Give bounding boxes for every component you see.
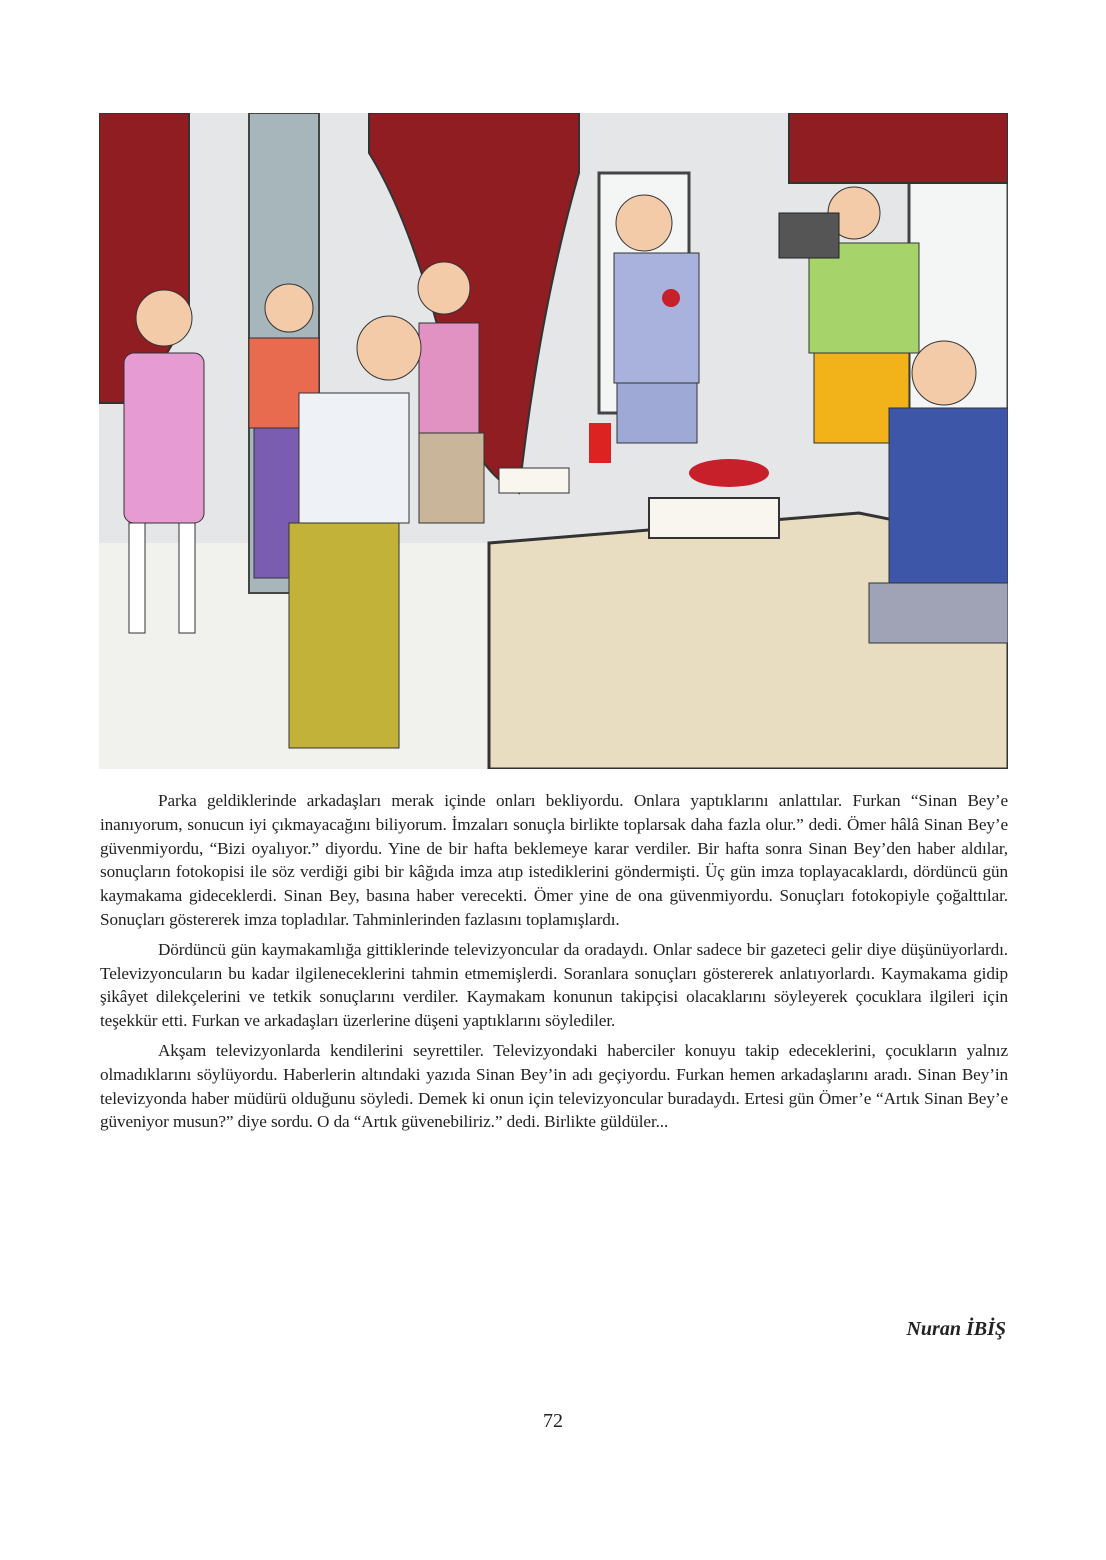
story-paragraph-2: Dördüncü gün kaymakamlığa gittiklerinde televizyoncular da oradaydı. Onlar sadece bir gazeteci gelir diye düşünüyorlardı. Televizyoncuların bu kadar ilgileneceklerini tahmin etmemişlerdi. Soranlara sonuçları göstererek anlatıyorlardı. Kaymakama gidip şikâyet dilekçelerini ve tetkik sonuçlarını verdiler. Kaymakam konunun takipçisi olacaklarını söyleyerek çocuklara ilgileri için teşekkür etti. Furkan ve arkadaşları üzerlerine düşeni yaptıklarını söylediler. <box>100 939 1008 1031</box>
story-paragraph-1: Parka geldiklerinde arkadaşları merak içinde onları bekliyordu. Onlara yaptıklarını anlattılar. Furkan “Sinan Bey’e inanıyorum, sonucun iyi çıkmayacağını biliyorum. İmzaları sonuçla birlikte toplarsak daha fazla olur.” dedi. Ömer hâlâ Sinan Bey’e güvenmiyordu, “Bizi oyalıyor.” diyordu. Yine de bir hafta beklemeye karar verdiler. Bir hafta sonra Sinan Bey’den haber aldılar, sonuçların fotokopisi ile söz verdiği gibi bir kâğıda imza atıp istediklerini göndermişti. Üç gün imza toplayacaklardı, dördüncü gün kaymakama gideceklerdi. Sinan Bey, basına haber verecekti. Ömer yine de ona güvenmiyordu. Sonuçları fotokopiyle çoğalttılar. Sonuçları göstererek imza topladılar. Tahminlerinden fazlasını toplamışlardı. <box>100 791 1008 929</box>
flag <box>589 423 611 463</box>
story-illustration <box>99 113 1008 769</box>
page-number: 72 <box>543 1410 563 1432</box>
story-paragraph-3: Akşam televizyonlarda kendilerini seyrettiler. Televizyondaki haberciler konuyu takip edeceklerini, çocukların yalnız olmadıklarını söylüyordu. Haberlerin altındaki yazıda Sinan Bey’in adı geçiyordu. Furkan hemen arkadaşlarını aradı. Sinan Bey’in televizyonda haber müdürü olduğunu söyledi. Demek ki onun için televizyoncular buradaydı. Ertesi gün Ömer’e “Artık Sinan Bey’e güveniyor musun?” diye sordu. O da “Artık güvenebiliriz.” dedi. Birlikte güldüler... <box>100 1040 1008 1132</box>
author-name: Nuran İBİŞ <box>906 1318 1006 1340</box>
curtain-right <box>789 113 1008 183</box>
red-telephone <box>689 459 769 487</box>
desk-papers <box>649 498 779 538</box>
story-text <box>100 789 1008 1140</box>
